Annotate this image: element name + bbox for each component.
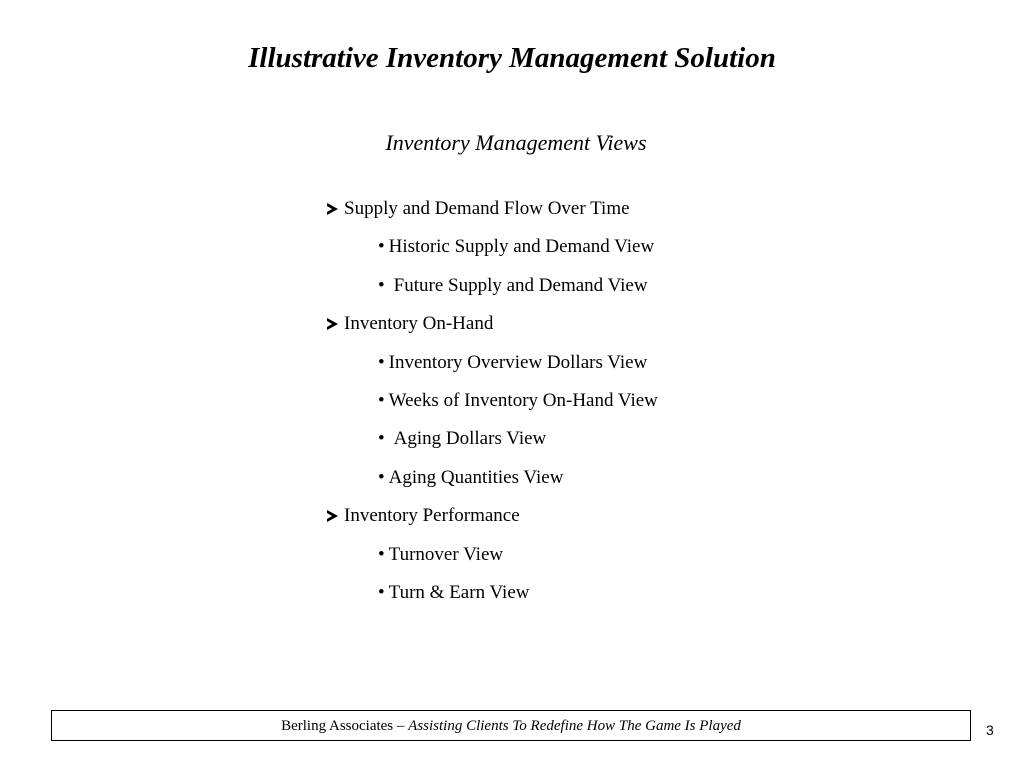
bullet-icon: •: [378, 466, 385, 488]
list-item-label: Turn & Earn View: [388, 581, 530, 603]
list-item-label: Aging Dollars View: [393, 428, 547, 450]
arrow-bullet-icon: [327, 510, 338, 522]
bullet-icon: •: [378, 428, 385, 450]
list-item: [327, 386, 747, 424]
bullet-icon: •: [378, 274, 385, 296]
footer-box: [51, 710, 971, 741]
section-label: Supply and Demand Flow Over Time: [344, 198, 630, 219]
list-item: [327, 424, 747, 462]
list-item-label: Turnover View: [388, 543, 504, 565]
list-item: [327, 540, 747, 578]
page-number: 3: [986, 722, 994, 738]
bullet-icon: •: [378, 389, 385, 411]
section-inventory-on-hand: [327, 309, 747, 347]
section-inventory-performance: [327, 501, 747, 539]
list-item: [327, 232, 747, 270]
list-item: [327, 463, 747, 501]
bullet-icon: •: [378, 543, 385, 565]
section-label: Inventory Performance: [344, 505, 520, 527]
bullet-icon: •: [378, 581, 385, 603]
list-item-label: Inventory Overview Dollars View: [388, 351, 648, 373]
footer-separator: –: [393, 718, 409, 734]
slide-title: Illustrative Inventory Management Solution: [248, 42, 776, 74]
list-item: [327, 348, 747, 386]
list-item: [327, 578, 747, 616]
list-item-label: Aging Quantities View: [388, 466, 564, 488]
outline-list: [327, 194, 747, 616]
list-item-label: Future Supply and Demand View: [393, 274, 648, 296]
section-supply-demand: [327, 194, 747, 232]
bullet-icon: •: [378, 351, 385, 373]
list-item-label: Historic Supply and Demand View: [388, 236, 655, 258]
arrow-bullet-icon: [327, 203, 338, 215]
section-label: Inventory On-Hand: [344, 313, 494, 335]
footer-tagline: Assisting Clients To Redefine How The Game Is Played: [408, 718, 741, 734]
arrow-bullet-icon: [327, 318, 338, 330]
list-item: [327, 271, 747, 309]
slide-subtitle: Inventory Management Views: [385, 130, 647, 155]
footer-company: Berling Associates: [281, 718, 394, 734]
bullet-icon: •: [378, 236, 385, 258]
list-item-label: Weeks of Inventory On-Hand View: [388, 389, 658, 411]
